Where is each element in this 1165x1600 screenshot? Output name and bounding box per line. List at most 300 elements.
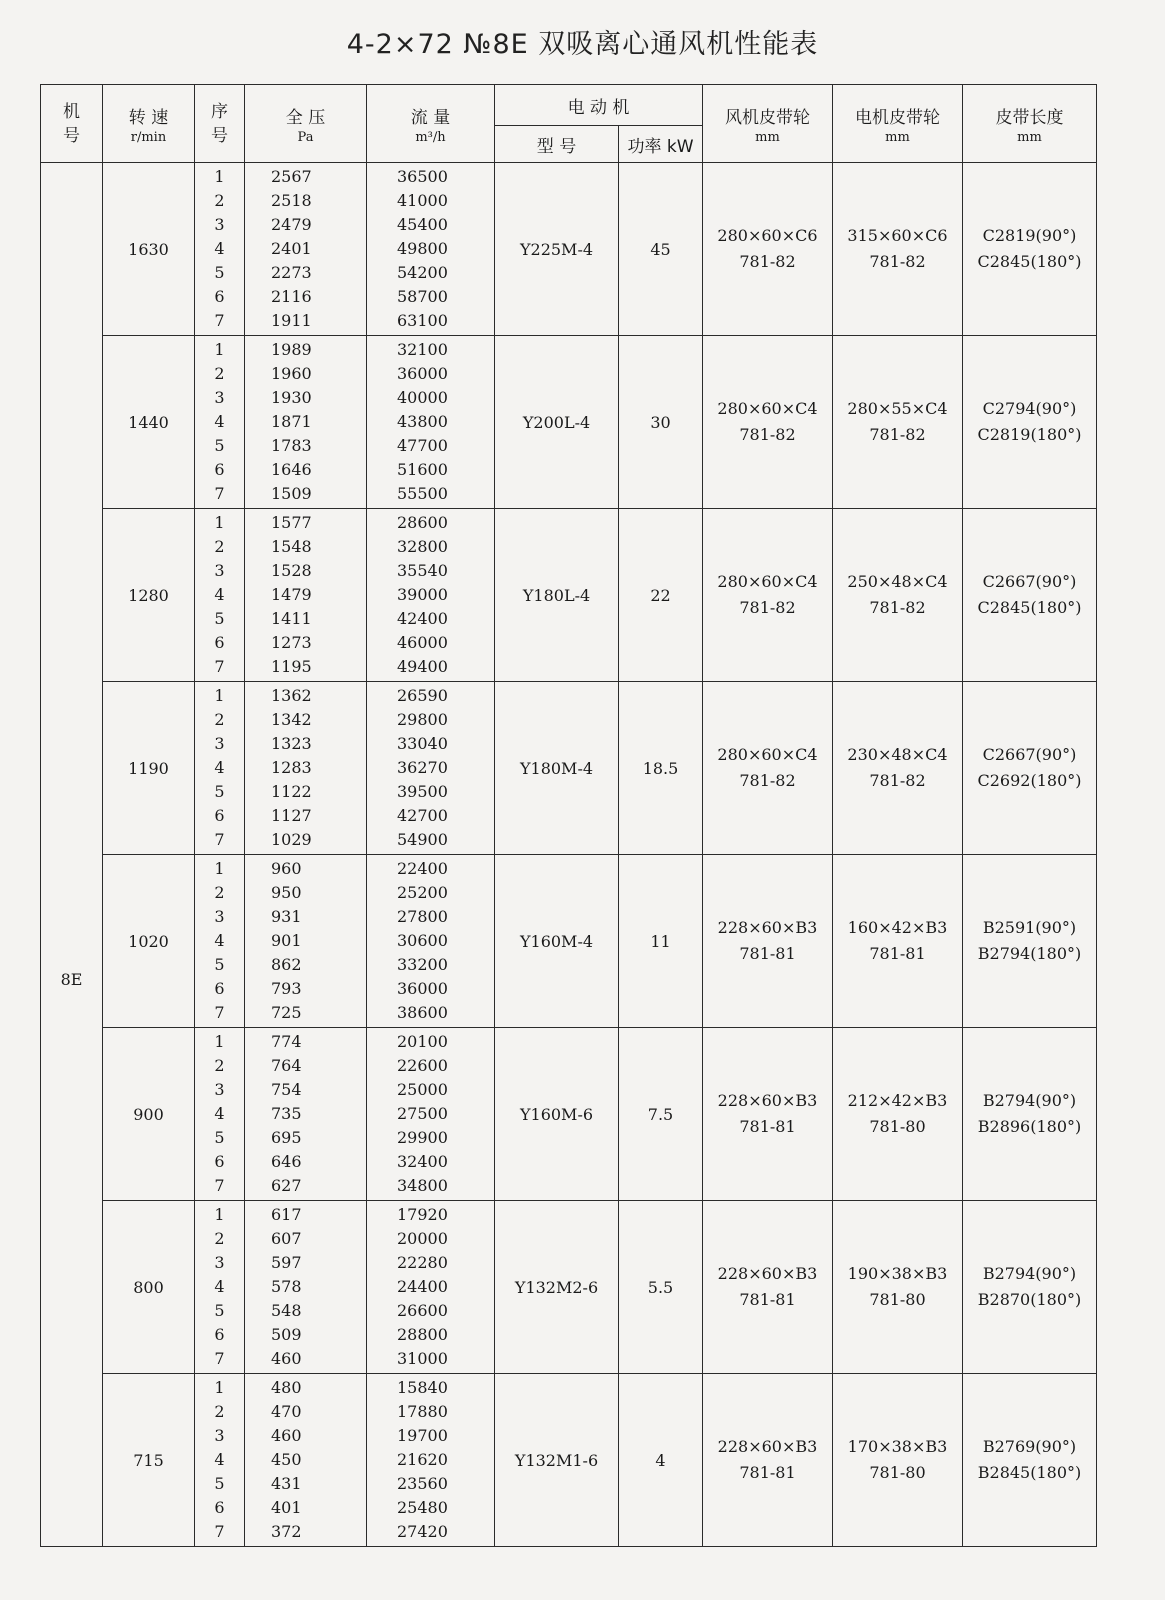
pressure-value: 401 [271, 1497, 302, 1517]
belt-length-code: B2896(180°) [977, 1117, 1082, 1136]
pressure-cell [245, 163, 367, 336]
motor-power-cell: 30 [619, 336, 703, 509]
fan-pulley-code: 781-82 [739, 425, 796, 444]
belt-length-code: B2870(180°) [977, 1290, 1082, 1309]
flow-value: 34800 [397, 1175, 448, 1195]
flow-value: 32100 [397, 340, 448, 360]
header-pressure-unit: Pa [297, 129, 314, 145]
belt-length-code: B2794(180°) [977, 944, 1082, 963]
motor-pulley-cell [833, 1028, 963, 1201]
pressure-value: 1783 [271, 435, 312, 455]
machine-no-cell [41, 163, 103, 1547]
motor-model-cell: Y132M2-6 [495, 1201, 619, 1374]
speed-group-row [41, 682, 1097, 855]
motor-pulley-code: 781-80 [869, 1463, 926, 1482]
motor-pulley-spec: 250×48×C4 [847, 572, 948, 591]
motor-pulley-cell [833, 1374, 963, 1547]
flow-value: 28800 [397, 1324, 448, 1344]
pressure-value: 1911 [271, 310, 312, 330]
machine-no: 8E [60, 970, 83, 989]
pressure-value: 1195 [271, 656, 312, 676]
fan-pulley-spec: 280×60×C4 [717, 745, 818, 764]
seq-value: 2 [214, 883, 225, 903]
pressure-value: 578 [271, 1277, 302, 1297]
flow-value: 46000 [397, 632, 448, 652]
pressure-value: 1509 [271, 483, 312, 503]
motor-model-cell: Y132M1-6 [495, 1374, 619, 1547]
seq-cell [195, 1374, 245, 1547]
pressure-value: 735 [271, 1104, 302, 1124]
speed-group-row [41, 163, 1097, 336]
flow-cell [367, 1028, 495, 1201]
flow-value: 55500 [397, 483, 448, 503]
motor-pulley-cell [833, 1201, 963, 1374]
seq-cell [195, 1201, 245, 1374]
flow-value: 42700 [397, 805, 448, 825]
motor-power-cell: 45 [619, 163, 703, 336]
speed-cell: 900 [103, 1028, 195, 1201]
header-seq-line1: 序 [211, 101, 228, 122]
motor-model-cell: Y200L-4 [495, 336, 619, 509]
motor-pulley-spec: 230×48×C4 [847, 745, 948, 764]
flow-value: 26600 [397, 1300, 448, 1320]
seq-value: 2 [214, 710, 225, 730]
belt-length-spec: C2819(90°) [982, 226, 1077, 245]
seq-value: 3 [214, 734, 225, 754]
header-speed-unit: r/min [130, 129, 167, 145]
seq-value: 3 [214, 561, 225, 581]
pressure-value: 450 [271, 1450, 302, 1470]
belt-length-cell [963, 855, 1097, 1028]
fan-pulley-code: 781-82 [739, 598, 796, 617]
flow-value: 17920 [397, 1205, 448, 1225]
pressure-value: 1548 [271, 537, 312, 557]
header-machine-no [41, 85, 103, 163]
motor-power-cell: 22 [619, 509, 703, 682]
seq-value: 6 [214, 1497, 225, 1517]
pressure-value: 607 [271, 1229, 302, 1249]
fan-pulley-code: 781-81 [739, 1117, 796, 1136]
header-pressure [245, 85, 367, 163]
seq-value: 1 [214, 1032, 225, 1052]
header-speed [103, 85, 195, 163]
motor-power-cell: 11 [619, 855, 703, 1028]
flow-cell [367, 509, 495, 682]
seq-value: 5 [214, 1127, 225, 1147]
fan-pulley-code: 781-81 [739, 1290, 796, 1309]
flow-value: 36500 [397, 167, 448, 187]
seq-value: 7 [214, 829, 225, 849]
motor-model-cell: Y180L-4 [495, 509, 619, 682]
seq-value: 1 [214, 1378, 225, 1398]
header-motor-pulley-unit: mm [885, 129, 910, 145]
motor-pulley-cell [833, 336, 963, 509]
motor-pulley-spec: 190×38×B3 [847, 1264, 948, 1283]
belt-length-spec: C2667(90°) [982, 745, 1077, 764]
flow-value: 28600 [397, 513, 448, 533]
belt-length-cell [963, 509, 1097, 682]
seq-value: 4 [214, 758, 225, 778]
belt-length-spec: B2794(90°) [982, 1091, 1077, 1110]
seq-value: 4 [214, 239, 225, 259]
pressure-cell [245, 1028, 367, 1201]
seq-value: 4 [214, 931, 225, 951]
flow-value: 24400 [397, 1277, 448, 1297]
belt-length-cell [963, 1028, 1097, 1201]
motor-pulley-spec: 212×42×B3 [847, 1091, 948, 1110]
seq-value: 7 [214, 1002, 225, 1022]
seq-value: 6 [214, 805, 225, 825]
seq-value: 4 [214, 412, 225, 432]
seq-value: 2 [214, 1056, 225, 1076]
seq-value: 4 [214, 1277, 225, 1297]
pressure-value: 960 [271, 859, 302, 879]
pressure-value: 1122 [271, 781, 312, 801]
motor-power-cell: 5.5 [619, 1201, 703, 1374]
seq-value: 5 [214, 954, 225, 974]
flow-cell [367, 1374, 495, 1547]
pressure-value: 1362 [271, 686, 312, 706]
pressure-value: 372 [271, 1521, 302, 1541]
flow-value: 21620 [397, 1450, 448, 1470]
motor-pulley-spec: 170×38×B3 [847, 1437, 948, 1456]
seq-value: 2 [214, 191, 225, 211]
flow-value: 36000 [397, 364, 448, 384]
fan-pulley-code: 781-82 [739, 252, 796, 271]
header-motor-model: 型 号 [495, 126, 619, 163]
belt-length-cell [963, 682, 1097, 855]
seq-value: 2 [214, 537, 225, 557]
seq-value: 3 [214, 907, 225, 927]
seq-value: 5 [214, 1473, 225, 1493]
fan-pulley-spec: 280×60×C6 [717, 226, 818, 245]
flow-value: 35540 [397, 561, 448, 581]
flow-value: 27800 [397, 907, 448, 927]
seq-value: 3 [214, 215, 225, 235]
pressure-value: 2518 [271, 191, 312, 211]
seq-value: 5 [214, 1300, 225, 1320]
pressure-value: 1029 [271, 829, 312, 849]
header-machine-no-line1: 机 [63, 101, 80, 122]
speed-group-row [41, 1201, 1097, 1374]
header-flow-unit: m³/h [415, 129, 446, 145]
seq-cell [195, 855, 245, 1028]
belt-length-spec: B2769(90°) [982, 1437, 1077, 1456]
flow-value: 54200 [397, 262, 448, 282]
flow-value: 22400 [397, 859, 448, 879]
seq-cell [195, 682, 245, 855]
pressure-value: 1273 [271, 632, 312, 652]
header-belt-length [963, 85, 1097, 163]
pressure-value: 754 [271, 1080, 302, 1100]
pressure-value: 1411 [271, 608, 312, 628]
flow-value: 45400 [397, 215, 448, 235]
fan-pulley-spec: 228×60×B3 [717, 1264, 818, 1283]
pressure-value: 1577 [271, 513, 312, 533]
flow-cell [367, 682, 495, 855]
speed-cell: 715 [103, 1374, 195, 1547]
flow-value: 58700 [397, 286, 448, 306]
fan-pulley-cell [703, 1028, 833, 1201]
seq-value: 3 [214, 1253, 225, 1273]
motor-pulley-cell [833, 855, 963, 1028]
belt-length-code: C2845(180°) [977, 598, 1082, 617]
speed-cell: 1280 [103, 509, 195, 682]
flow-value: 26590 [397, 686, 448, 706]
page-title: 4-2×72 №8E 双吸离心通风机性能表 [346, 29, 819, 60]
flow-value: 23560 [397, 1473, 448, 1493]
flow-value: 38600 [397, 1002, 448, 1022]
motor-model-cell: Y160M-6 [495, 1028, 619, 1201]
pressure-value: 646 [271, 1151, 302, 1171]
seq-value: 2 [214, 1402, 225, 1422]
seq-value: 2 [214, 1229, 225, 1249]
belt-length-spec: B2794(90°) [982, 1264, 1077, 1283]
flow-value: 51600 [397, 459, 448, 479]
pressure-value: 2273 [271, 262, 312, 282]
fan-pulley-cell [703, 1374, 833, 1547]
motor-pulley-cell [833, 509, 963, 682]
pressure-value: 470 [271, 1402, 302, 1422]
header-row-1 [41, 85, 1097, 126]
belt-length-spec: C2794(90°) [982, 399, 1077, 418]
fan-pulley-code: 781-82 [739, 771, 796, 790]
pressure-value: 862 [271, 954, 302, 974]
flow-value: 39000 [397, 585, 448, 605]
seq-value: 1 [214, 513, 225, 533]
seq-value: 7 [214, 1521, 225, 1541]
seq-value: 2 [214, 364, 225, 384]
seq-cell [195, 336, 245, 509]
seq-value: 6 [214, 459, 225, 479]
seq-value: 3 [214, 1426, 225, 1446]
fan-pulley-spec: 280×60×C4 [717, 399, 818, 418]
pressure-value: 764 [271, 1056, 302, 1076]
header-speed-label: 转 速 [128, 107, 169, 128]
flow-cell [367, 336, 495, 509]
pressure-value: 597 [271, 1253, 302, 1273]
seq-value: 6 [214, 286, 225, 306]
pressure-value: 1646 [271, 459, 312, 479]
header-motor-pulley-label: 电机皮带轮 [855, 107, 940, 128]
belt-length-code: B2845(180°) [977, 1463, 1082, 1482]
flow-cell [367, 855, 495, 1028]
seq-value: 7 [214, 483, 225, 503]
header-belt-length-label: 皮带长度 [995, 107, 1064, 128]
pressure-value: 617 [271, 1205, 302, 1225]
fan-pulley-cell [703, 855, 833, 1028]
pressure-value: 931 [271, 907, 302, 927]
seq-value: 7 [214, 310, 225, 330]
fan-pulley-cell [703, 336, 833, 509]
motor-power-cell: 4 [619, 1374, 703, 1547]
pressure-value: 480 [271, 1378, 302, 1398]
fan-pulley-cell [703, 163, 833, 336]
fan-pulley-spec: 280×60×C4 [717, 572, 818, 591]
pressure-value: 901 [271, 931, 302, 951]
motor-pulley-code: 781-82 [869, 252, 926, 271]
speed-cell: 1190 [103, 682, 195, 855]
pressure-value: 1960 [271, 364, 312, 384]
flow-cell [367, 163, 495, 336]
seq-value: 6 [214, 978, 225, 998]
belt-length-spec: C2667(90°) [982, 572, 1077, 591]
pressure-value: 1528 [271, 561, 312, 581]
flow-value: 19700 [397, 1426, 448, 1446]
seq-value: 3 [214, 1080, 225, 1100]
fan-pulley-spec: 228×60×B3 [717, 918, 818, 937]
seq-value: 1 [214, 686, 225, 706]
belt-length-cell [963, 1374, 1097, 1547]
pressure-value: 460 [271, 1348, 302, 1368]
pressure-cell [245, 1201, 367, 1374]
motor-pulley-code: 781-82 [869, 425, 926, 444]
header-fan-pulley-label: 风机皮带轮 [725, 107, 810, 128]
header-seq-line2: 号 [211, 125, 228, 146]
speed-group-row [41, 1028, 1097, 1201]
flow-value: 32400 [397, 1151, 448, 1171]
speed-group-row [41, 855, 1097, 1028]
motor-pulley-cell [833, 163, 963, 336]
seq-value: 6 [214, 1151, 225, 1171]
belt-length-cell [963, 163, 1097, 336]
flow-value: 47700 [397, 435, 448, 455]
fan-pulley-cell [703, 1201, 833, 1374]
flow-value: 43800 [397, 412, 448, 432]
seq-value: 5 [214, 608, 225, 628]
flow-value: 20100 [397, 1032, 448, 1052]
speed-cell: 1630 [103, 163, 195, 336]
flow-value: 49400 [397, 656, 448, 676]
pressure-value: 548 [271, 1300, 302, 1320]
belt-length-code: C2845(180°) [977, 252, 1082, 271]
flow-value: 36270 [397, 758, 448, 778]
fan-pulley-cell [703, 682, 833, 855]
seq-value: 3 [214, 388, 225, 408]
pressure-value: 509 [271, 1324, 302, 1344]
motor-model-cell: Y160M-4 [495, 855, 619, 1028]
seq-value: 5 [214, 781, 225, 801]
pressure-value: 460 [271, 1426, 302, 1446]
flow-value: 25200 [397, 883, 448, 903]
pressure-cell [245, 682, 367, 855]
speed-group-row [41, 1374, 1097, 1547]
motor-model-cell: Y180M-4 [495, 682, 619, 855]
pressure-cell [245, 855, 367, 1028]
belt-length-cell [963, 336, 1097, 509]
belt-length-code: C2819(180°) [977, 425, 1082, 444]
pressure-value: 2401 [271, 239, 312, 259]
speed-cell: 1020 [103, 855, 195, 1028]
header-flow [367, 85, 495, 163]
seq-value: 1 [214, 859, 225, 879]
header-fan-pulley [703, 85, 833, 163]
fan-pulley-cell [703, 509, 833, 682]
pressure-value: 774 [271, 1032, 302, 1052]
speed-cell: 800 [103, 1201, 195, 1374]
motor-pulley-spec: 315×60×C6 [847, 226, 948, 245]
flow-value: 42400 [397, 608, 448, 628]
flow-value: 27500 [397, 1104, 448, 1124]
pressure-value: 793 [271, 978, 302, 998]
motor-power-cell: 7.5 [619, 1028, 703, 1201]
motor-pulley-code: 781-82 [869, 771, 926, 790]
header-machine-no-line2: 号 [63, 125, 80, 146]
seq-value: 1 [214, 1205, 225, 1225]
header-motor-power: 功率 kW [619, 126, 703, 163]
pressure-value: 2116 [271, 286, 312, 306]
flow-value: 22600 [397, 1056, 448, 1076]
seq-value: 5 [214, 262, 225, 282]
pressure-value: 627 [271, 1175, 302, 1195]
pressure-value: 1127 [271, 805, 312, 825]
flow-value: 33200 [397, 954, 448, 974]
fan-pulley-spec: 228×60×B3 [717, 1091, 818, 1110]
fan-pulley-spec: 228×60×B3 [717, 1437, 818, 1456]
flow-value: 29900 [397, 1127, 448, 1147]
motor-power-cell: 18.5 [619, 682, 703, 855]
flow-value: 41000 [397, 191, 448, 211]
pressure-value: 1323 [271, 734, 312, 754]
seq-cell [195, 1028, 245, 1201]
flow-value: 40000 [397, 388, 448, 408]
seq-cell [195, 163, 245, 336]
pressure-cell [245, 509, 367, 682]
pressure-value: 1989 [271, 340, 312, 360]
pressure-value: 1930 [271, 388, 312, 408]
seq-value: 7 [214, 656, 225, 676]
speed-group-row [41, 336, 1097, 509]
belt-length-cell [963, 1201, 1097, 1374]
motor-pulley-code: 781-82 [869, 598, 926, 617]
motor-pulley-code: 781-81 [869, 944, 926, 963]
motor-pulley-spec: 280×55×C4 [847, 399, 948, 418]
seq-value: 7 [214, 1175, 225, 1195]
flow-value: 30600 [397, 931, 448, 951]
pressure-value: 1283 [271, 758, 312, 778]
fan-pulley-code: 781-81 [739, 944, 796, 963]
flow-value: 27420 [397, 1521, 448, 1541]
header-fan-pulley-unit: mm [755, 129, 780, 145]
speed-group-row [41, 509, 1097, 682]
seq-value: 6 [214, 1324, 225, 1344]
seq-value: 4 [214, 1104, 225, 1124]
header-flow-label: 流 量 [410, 107, 451, 128]
flow-value: 36000 [397, 978, 448, 998]
motor-pulley-code: 781-80 [869, 1117, 926, 1136]
header-pressure-label: 全 压 [285, 107, 326, 128]
pressure-value: 1342 [271, 710, 312, 730]
flow-value: 49800 [397, 239, 448, 259]
motor-pulley-code: 781-80 [869, 1290, 926, 1309]
pressure-value: 2567 [271, 167, 312, 187]
seq-value: 5 [214, 435, 225, 455]
flow-value: 15840 [397, 1378, 448, 1398]
pressure-value: 725 [271, 1002, 302, 1022]
pressure-value: 695 [271, 1127, 302, 1147]
flow-value: 32800 [397, 537, 448, 557]
seq-value: 1 [214, 167, 225, 187]
performance-table [40, 84, 1097, 1547]
seq-value: 4 [214, 1450, 225, 1470]
fan-pulley-code: 781-81 [739, 1463, 796, 1482]
seq-value: 7 [214, 1348, 225, 1368]
seq-value: 4 [214, 585, 225, 605]
belt-length-spec: B2591(90°) [982, 918, 1077, 937]
pressure-value: 431 [271, 1473, 302, 1493]
belt-length-code: C2692(180°) [977, 771, 1082, 790]
flow-value: 33040 [397, 734, 448, 754]
